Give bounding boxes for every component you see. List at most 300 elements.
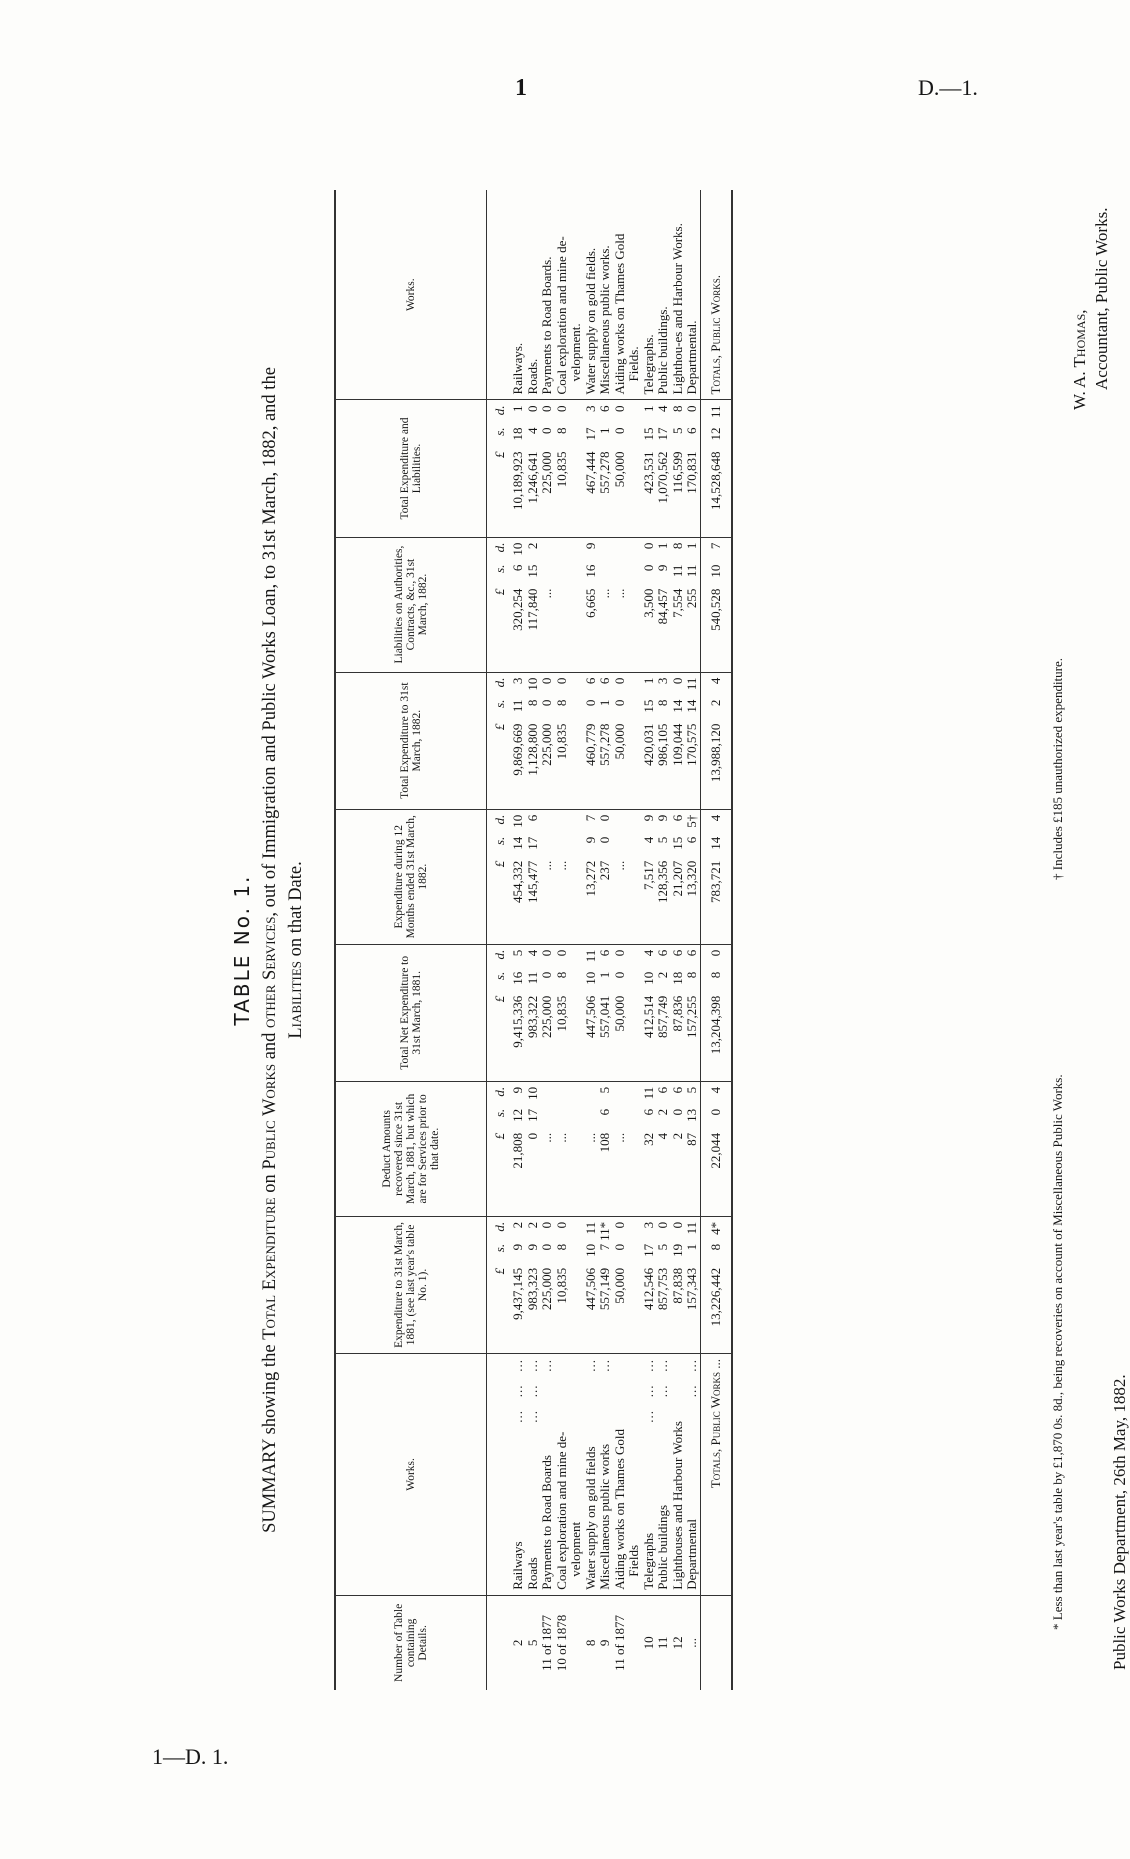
shillings: [540, 565, 555, 589]
shillings: 10: [640, 971, 656, 985]
pence: 4: [524, 949, 540, 957]
pence: 10: [524, 677, 540, 691]
shillings: [613, 837, 628, 861]
works-label: Coal exploration and mine de-: [553, 1431, 569, 1590]
currency-cell: [487, 809, 512, 944]
money-cell: [627, 944, 642, 1081]
col-total-and-liabilities: Total Expenditure and Liabilities.: [335, 400, 487, 537]
works-cell: [642, 1353, 657, 1595]
money-cell: [671, 809, 686, 944]
totals-row: [700, 190, 732, 1690]
money-value: [709, 1087, 724, 1211]
pence: 6: [669, 814, 685, 822]
currency-symbol: £: [492, 1267, 507, 1275]
cell: [487, 190, 512, 400]
pence: 6: [655, 949, 670, 957]
shillings: 8: [707, 1243, 723, 1251]
pence: 6: [669, 1086, 685, 1094]
table-row: [613, 190, 628, 1690]
works-right-cell: Lighthou-es and Harbour Works.: [671, 190, 686, 400]
money-cell: [656, 672, 671, 809]
shillings: 2: [707, 699, 723, 707]
pence: 6: [524, 814, 540, 822]
col-works: Works.: [335, 1353, 487, 1595]
works-cell: [656, 1353, 671, 1595]
shillings: 15: [640, 427, 656, 441]
money-value: [540, 405, 555, 531]
shillings: 0: [539, 427, 554, 434]
money-value: [540, 950, 555, 1076]
money-value: [526, 815, 541, 939]
leader-dots: ... ... ...: [510, 1358, 525, 1423]
money-value: [511, 1222, 526, 1348]
shillings: [540, 837, 555, 861]
pounds: 157,343: [684, 1267, 699, 1311]
shillings: 0: [611, 1243, 627, 1251]
pence: [555, 815, 570, 837]
pence: 0: [611, 405, 627, 412]
money-cell: [569, 1216, 584, 1353]
shillings: [540, 1109, 555, 1133]
money-cell: [642, 809, 657, 944]
shillings: 8: [553, 427, 569, 434]
money-value: [584, 678, 599, 804]
shillings: 17: [655, 427, 670, 441]
money-cell: [584, 944, 599, 1081]
pence: 0: [539, 1221, 554, 1229]
table-row: [598, 190, 613, 1690]
money-value: [555, 815, 570, 939]
money-value: [656, 543, 671, 667]
shillings: 6: [510, 564, 525, 572]
pounds: 9,437,145: [510, 1267, 525, 1320]
pounds: 84,457: [655, 588, 670, 625]
leader-dots: ...: [539, 1358, 554, 1372]
shillings: [613, 1109, 628, 1133]
pence: 8: [669, 542, 685, 550]
currency-symbol: s.: [492, 564, 507, 573]
pounds: 50,000: [611, 451, 627, 488]
money-cell: [584, 1081, 599, 1216]
pounds: 0: [524, 1132, 540, 1140]
money-cell: [627, 672, 642, 809]
pounds: 21,808: [510, 1132, 525, 1169]
table-row: [526, 190, 541, 1690]
money-value: [709, 678, 724, 804]
shillings: 8: [553, 699, 569, 707]
pounds: 447,506: [582, 1267, 598, 1311]
table-row: [511, 190, 526, 1690]
money-cell: [569, 1081, 584, 1216]
pence: [613, 815, 628, 837]
pounds: 237: [597, 860, 612, 881]
pounds: 225,000: [539, 1267, 554, 1311]
money-cell: [569, 400, 584, 537]
pence: 10: [510, 542, 525, 556]
currency-symbol: £: [492, 723, 507, 731]
currency-symbol: d.: [492, 405, 507, 416]
shillings: 17: [582, 427, 598, 441]
pence: 2: [524, 1221, 540, 1229]
money-cell: [627, 537, 642, 672]
money-value: [598, 950, 613, 1076]
money-cell: [613, 1216, 628, 1353]
money-cell: [642, 672, 657, 809]
shillings: 4: [524, 427, 540, 434]
money-value: [555, 1087, 570, 1211]
works-right-cell: velopment.: [569, 190, 584, 400]
shillings: 0: [582, 699, 598, 707]
money-value: [671, 405, 686, 531]
money-value: [709, 815, 724, 939]
works-cell: [584, 1353, 599, 1595]
pence: 0: [553, 677, 569, 685]
table-number-cell: 11: [655, 1636, 670, 1650]
pence: 1: [684, 542, 699, 550]
pence: 0: [611, 949, 627, 957]
works-label: Public buildings: [655, 1504, 670, 1590]
pounds: 87,836: [669, 995, 685, 1032]
shillings: 2: [655, 1108, 670, 1116]
money-value: [613, 1222, 628, 1348]
money-cell: [700, 1081, 732, 1216]
pounds: 412,514: [640, 995, 656, 1038]
money-cell: [555, 400, 570, 537]
pence: 9: [582, 542, 598, 550]
shillings: 6: [640, 1108, 656, 1116]
shillings: 6: [684, 427, 699, 434]
pounds: 1,070,562: [655, 451, 670, 504]
title-text: Total Expenditure: [260, 1197, 280, 1340]
rotated-table-area: [230, 170, 1129, 1730]
money-cell: [540, 944, 555, 1081]
series-reference-bottom: 1—D. 1.: [152, 1744, 229, 1769]
pence: 0: [669, 677, 685, 685]
money-cell: [584, 400, 599, 537]
pence: 3: [510, 677, 525, 685]
pence: 0: [553, 949, 569, 957]
money-value: [511, 678, 526, 804]
currency-symbol: d.: [492, 1086, 507, 1097]
shillings: 1: [597, 427, 612, 434]
shillings: 15: [669, 836, 685, 850]
currency-cell: [487, 672, 512, 809]
pence: 8: [669, 405, 685, 412]
pounds: 783,721: [707, 860, 723, 903]
currency-symbol: s.: [492, 1108, 507, 1118]
pounds: ...: [553, 860, 569, 871]
leader-dots: ... ...: [684, 1358, 699, 1398]
shillings: 10: [582, 1243, 598, 1257]
money-cell: [656, 537, 671, 672]
works-label: Railways: [510, 1541, 525, 1590]
money-value: [709, 543, 724, 667]
title-text: on: [260, 1169, 280, 1198]
pence: 1: [640, 677, 656, 685]
money-cell: [700, 1216, 732, 1353]
currency-cell: [487, 1081, 512, 1216]
works-right-cell: Departmental.: [685, 190, 700, 400]
money-value: [598, 405, 613, 531]
pence: 0: [539, 405, 554, 412]
money-value: [526, 405, 541, 531]
money-cell: [526, 537, 541, 672]
money-cell: [526, 400, 541, 537]
money-cell: [613, 1081, 628, 1216]
pounds: 225,000: [539, 451, 554, 494]
money-value: [598, 1087, 613, 1211]
money-cell: [584, 537, 599, 672]
pence: 5†: [684, 814, 699, 828]
title-text: other Services: [260, 916, 280, 1028]
pounds: 10,835: [553, 1267, 569, 1304]
pounds: 423,531: [640, 451, 656, 494]
money-value: [656, 815, 671, 939]
money-value: [511, 405, 526, 531]
money-cell: [671, 1216, 686, 1353]
shillings: 9: [655, 564, 670, 572]
money-cell: [642, 1081, 657, 1216]
money-cell: [671, 400, 686, 537]
pounds: 145,477: [524, 860, 540, 903]
money-cell: [555, 944, 570, 1081]
pounds: 50,000: [611, 723, 627, 760]
works-right-cell: Roads.: [526, 190, 541, 400]
shillings: 8: [553, 971, 569, 979]
department-date-line: Public Works Department, 26th May, 1882.: [1110, 1374, 1129, 1670]
col-works-right: Works.: [335, 190, 487, 400]
money-cell: [656, 1081, 671, 1216]
money-value: [598, 815, 613, 939]
table-number-cell: ...: [684, 1638, 699, 1648]
money-cell: [613, 672, 628, 809]
totals-label-right: Totals, Public Works.: [700, 190, 732, 400]
works-label: velopment: [568, 1521, 583, 1590]
money-value: [613, 405, 628, 531]
works-label: Miscellaneous public works: [597, 1443, 612, 1590]
shillings: 0: [539, 971, 554, 979]
table-number-cell: 2: [510, 1639, 525, 1647]
money-cell: [685, 537, 700, 672]
cell: [487, 1595, 512, 1690]
currency-symbol: £: [492, 860, 507, 868]
pence: 1: [640, 405, 656, 412]
table-row: [685, 190, 700, 1690]
pounds: 986,105: [655, 723, 670, 766]
pounds: ...: [539, 1132, 554, 1143]
pounds: 50,000: [611, 995, 627, 1032]
currency-labels: [493, 950, 508, 1076]
money-cell: [511, 537, 526, 672]
cell: [700, 1595, 732, 1690]
money-cell: [598, 1216, 613, 1353]
shillings: 6: [684, 836, 699, 844]
pounds: 109,044: [669, 723, 685, 766]
pounds: 10,835: [553, 451, 569, 488]
money-cell: [569, 537, 584, 672]
pence: 0: [611, 1221, 627, 1229]
money-value: [555, 950, 570, 1076]
money-value: [685, 1222, 700, 1348]
leader-dots: ... ... ...: [640, 1358, 656, 1423]
money-cell: [642, 1216, 657, 1353]
money-cell: [598, 400, 613, 537]
money-value: [526, 1087, 541, 1211]
money-cell: [627, 1081, 642, 1216]
leader-dots: ...: [597, 1358, 612, 1372]
col-total-1882: Total Expenditure to 31st March, 1882.: [335, 672, 487, 809]
pence: [540, 1087, 555, 1109]
pounds: 170,831: [684, 451, 699, 494]
pounds: 170,575: [684, 723, 699, 766]
money-cell: [656, 400, 671, 537]
pounds: 108: [597, 1132, 612, 1153]
works-cell: [613, 1353, 628, 1595]
pounds: 7,554: [669, 588, 685, 618]
pence: 0: [539, 677, 554, 685]
pence: 11: [582, 1221, 598, 1235]
pounds: 557,278: [597, 451, 612, 494]
pounds: 9,869,669: [510, 723, 525, 776]
works-right-cell: Water supply on gold fields.: [584, 190, 599, 400]
pounds: 13,272: [582, 860, 598, 897]
pence: 11: [582, 949, 598, 963]
pounds: 22,044: [707, 1132, 723, 1169]
shillings: 8: [553, 1243, 569, 1251]
pounds: 447,506: [582, 995, 598, 1038]
signatory-name: [1070, 310, 1090, 411]
pounds: 1,128,800: [524, 723, 540, 776]
table-number-cell: 12: [669, 1636, 685, 1650]
money-value: [526, 1222, 541, 1348]
pence: 0: [539, 949, 554, 957]
signatory-name-text: W. A. Thomas,: [1070, 309, 1089, 410]
pence: 11: [707, 405, 723, 418]
pounds: 13,320: [684, 860, 699, 897]
pence: 5: [510, 949, 525, 957]
shillings: 16: [510, 971, 525, 985]
money-cell: [700, 672, 732, 809]
money-value: [526, 950, 541, 1076]
shillings: 15: [524, 564, 540, 578]
money-cell: [526, 672, 541, 809]
table-title-line-2: [286, 170, 307, 1730]
pounds: 10,189,923: [510, 451, 525, 510]
shillings: 0: [669, 1108, 685, 1116]
pounds: 14,528,648: [707, 451, 723, 510]
money-value: [613, 1087, 628, 1211]
leader-dots: ... ...: [655, 1358, 670, 1398]
money-cell: [540, 1081, 555, 1216]
shillings: [598, 565, 613, 589]
money-cell: [685, 1216, 700, 1353]
pence: 0: [553, 1221, 569, 1229]
money-value: [642, 543, 657, 667]
works-right-cell: Railways.: [511, 190, 526, 400]
money-cell: [555, 537, 570, 672]
currency-symbol: s.: [492, 699, 507, 708]
col-liabilities: Liabilities on Authorities, Contracts, &c., 31st March, 1882.: [335, 537, 487, 672]
money-cell: [685, 1081, 700, 1216]
money-value: [598, 678, 613, 804]
works-label: Departmental: [684, 1519, 699, 1590]
pence: 3: [582, 405, 598, 412]
money-cell: [685, 809, 700, 944]
pounds: ...: [539, 588, 554, 599]
shillings: 0: [611, 971, 627, 979]
shillings: 15: [640, 699, 656, 713]
money-value: [685, 950, 700, 1076]
pence: 6: [582, 677, 598, 685]
money-value: [555, 678, 570, 804]
pence: 11: [684, 1221, 699, 1235]
shillings: 0: [539, 1243, 554, 1251]
works-cell: [511, 1353, 526, 1595]
shillings: 5: [655, 836, 670, 844]
money-value: [511, 950, 526, 1076]
pounds: 3,500: [640, 588, 656, 618]
money-cell: [613, 944, 628, 1081]
currency-symbol: s.: [492, 1243, 507, 1253]
table-number-cell: 5: [524, 1639, 540, 1647]
pence: 9: [640, 814, 656, 822]
money-cell: [540, 809, 555, 944]
table-row: [671, 190, 686, 1690]
shillings: 8: [524, 699, 540, 707]
table-row: [642, 190, 657, 1690]
pence: 0: [524, 405, 540, 412]
works-right-cell: Fields.: [627, 190, 642, 400]
pence: 3: [655, 677, 670, 685]
works-label: Aiding works on Thames Gold: [611, 1428, 627, 1590]
pence: 6: [597, 677, 612, 685]
shillings: 1: [684, 1243, 699, 1251]
shillings: 10: [582, 971, 598, 985]
shillings: [613, 565, 628, 589]
works-right-cell: Miscellaneous public works.: [598, 190, 613, 400]
currency-symbol: d.: [492, 542, 507, 553]
pence: [584, 1087, 599, 1109]
works-cell: [598, 1353, 613, 1595]
money-cell: [511, 809, 526, 944]
pence: 7: [707, 542, 723, 550]
money-cell: [598, 944, 613, 1081]
pence: 11: [640, 1086, 656, 1100]
leader-dots: ...: [582, 1358, 598, 1372]
pounds: 7,517: [640, 860, 656, 890]
money-value: [671, 950, 686, 1076]
pounds: 13,988,120: [707, 723, 723, 783]
shillings: 17: [640, 1243, 656, 1257]
money-cell: [584, 672, 599, 809]
shillings: 5: [669, 427, 685, 434]
shillings: 0: [539, 699, 554, 707]
table-body: [487, 190, 733, 1690]
currency-symbol: £: [492, 451, 507, 458]
money-value: [671, 1087, 686, 1211]
title-text: SUMMARY showing the: [260, 1339, 280, 1533]
pence: 5: [684, 1086, 699, 1094]
pounds: 87: [684, 1132, 699, 1146]
table-number-cell: 11 of 1877: [539, 1614, 554, 1671]
money-cell: [700, 809, 732, 944]
money-cell: [540, 537, 555, 672]
money-cell: [511, 1081, 526, 1216]
summary-table: [334, 190, 733, 1690]
shillings: 14: [707, 836, 723, 850]
shillings: 0: [597, 836, 612, 844]
pence: 6: [597, 405, 612, 412]
